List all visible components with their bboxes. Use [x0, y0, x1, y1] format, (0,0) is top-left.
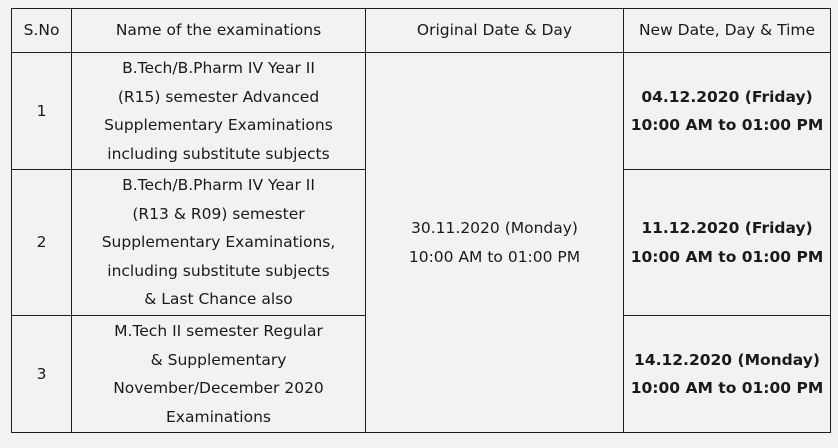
exam-name-line: (R15) semester Advanced — [117, 87, 320, 106]
exam-name-line: B.Tech/B.Pharm IV Year II — [122, 59, 315, 77]
exam-name-line: (R13 & R09) semester — [132, 204, 305, 223]
exam-name-cell — [72, 53, 366, 170]
exam-name-line: & Last Chance also — [144, 290, 293, 309]
new-time: 10:00 AM to 01:00 PM — [630, 247, 824, 266]
exam-name-line: & Supplementary — [150, 350, 287, 369]
header-exam-name: Name of the examinations — [72, 9, 366, 53]
new-date: 04.12.2020 (Friday) — [641, 87, 813, 106]
exam-name-line: November/December 2020 — [113, 379, 324, 397]
exam-schedule-table — [11, 8, 831, 433]
new-date-cell — [624, 53, 831, 170]
new-date-cell — [624, 316, 831, 433]
new-date: 14.12.2020 (Monday) — [634, 350, 820, 369]
exam-name-line: including substitute subjects — [107, 261, 330, 280]
exam-name-line: Examinations — [166, 407, 271, 426]
exam-name-line: Supplementary Examinations, — [101, 233, 336, 252]
header-sno: S.No — [12, 9, 72, 53]
header-row — [12, 9, 831, 53]
table-row — [12, 53, 831, 170]
original-time: 10:00 AM to 01:00 PM — [408, 247, 581, 266]
exam-name-line: M.Tech II semester Regular — [114, 322, 323, 340]
row-sno: 3 — [12, 316, 72, 433]
new-date: 11.12.2020 (Friday) — [641, 219, 813, 237]
exam-name-line: B.Tech/B.Pharm IV Year II — [122, 176, 315, 195]
new-time: 10:00 AM to 01:00 PM — [630, 379, 824, 397]
exam-name-line: Supplementary Examinations — [104, 116, 333, 134]
exam-name-line: including substitute subjects — [107, 144, 330, 163]
exam-name-cell — [72, 316, 366, 433]
original-date-cell — [366, 53, 624, 433]
row-sno: 2 — [12, 170, 72, 316]
new-date-cell — [624, 170, 831, 316]
header-new-date: New Date, Day & Time — [624, 9, 831, 53]
new-time: 10:00 AM to 01:00 PM — [630, 116, 824, 134]
exam-name-cell — [72, 170, 366, 316]
header-original-date: Original Date & Day — [366, 9, 624, 53]
original-date: 30.11.2020 (Monday) — [411, 219, 578, 237]
row-sno: 1 — [12, 53, 72, 170]
